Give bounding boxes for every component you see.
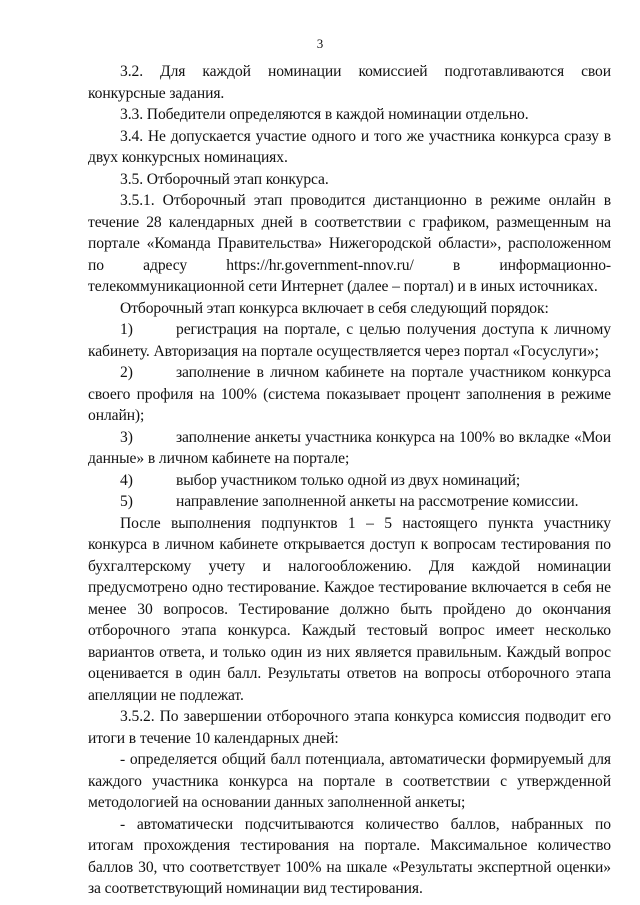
- list-item: [88, 362, 611, 427]
- list-item-number: 3): [120, 428, 133, 446]
- paragraph-3-4: 3.4. Не допускается участие одного и того же участника конкурса сразу в двух конкурсных номинациях.: [88, 127, 611, 166]
- paragraph-3-5-2: 3.5.2. По завершении отборочного этапа конкурса комиссия подводит его итоги в течение 10 календарных дней:: [88, 708, 611, 747]
- paragraph-test-score: - автоматически подсчитываются количество баллов, набранных по итогам прохождения тестирования на портале. Максимальное количество баллов 30, что соответствует 100% на шкале «Результаты экспертной оценки» за соответствующий номинации вид тестирования.: [88, 815, 611, 897]
- paragraph-potential-score: - определяется общий балл потенциала, автоматически формируемый для каждого участника конкурса на портале в соответствии с утвержденной методологией на основании данных заполненной анкеты;: [88, 751, 611, 811]
- list-item-text: регистрация на портале, с целью получения доступа к личному кабинету. Авторизация на портале осуществляется через портал «Госуслуги»;: [88, 321, 611, 360]
- paragraph-3-3: 3.3. Победители определяются в каждой номинации отдельно.: [120, 106, 529, 123]
- list-item-text: заполнение анкеты участника конкурса на 100% во вкладке «Мои данные» в личном кабинете на портале;: [88, 428, 611, 467]
- list-item-number: 1): [120, 321, 133, 338]
- list-item: [88, 427, 611, 470]
- paragraph-procedure-intro: Отборочный этап конкурса включает в себя следующий порядок:: [120, 299, 549, 317]
- list-item: [88, 470, 611, 492]
- list-item: [88, 491, 611, 513]
- list-item-number: 4): [120, 471, 133, 489]
- list-item-text: заполнение в личном кабинете на портале участником конкурса своего профиля на 100% (система показывает процент заполнения в режиме онлайн);: [88, 364, 611, 424]
- paragraph-testing: После выполнения подпунктов 1 – 5 настоящего пункта участнику конкурса в личном кабинете открывается доступ к вопросам тестирования по бухгалтерскому учету и налогообложению. Для каждой номинации предусмотрено одно тестирование. Каждое тестирование включается в себя не менее 30 вопросов. Тестирование должно быть пройдено до окончания отборочного этапа конкурса. Каждый тестовый вопрос имеет несколько вариантов ответа, и только один из них является правильным. Каждый вопрос оценивается в один балл. Результаты ответов на вопросы отборочного этапа апелляции не подлежат.: [88, 514, 611, 704]
- list-item-number: 2): [120, 364, 133, 381]
- document-body: [88, 61, 611, 900]
- page-number: 3: [316, 36, 324, 51]
- paragraph-3-2: 3.2. Для каждой номинации комиссией подготавливаются свои конкурсные задания.: [88, 63, 611, 102]
- list-item: [88, 319, 611, 362]
- paragraph-3-5-1: 3.5.1. Отборочный этап проводится дистанционно в режиме онлайн в течение 28 календарных дней в соответствии с графиком, размещенным на портале «Команда Правительства» Нижегородской области», расположенном по адресу https://hr.government-nnov.ru/ в информационно-телекоммуникационной сети Интернет (далее – портал) и в иных источниках.: [88, 192, 611, 295]
- paragraph-3-5: 3.5. Отборочный этап конкурса.: [120, 170, 329, 188]
- list-item-number: 5): [120, 493, 133, 510]
- list-item-text: направление заполненной анкеты на рассмотрение комиссии.: [176, 493, 579, 510]
- list-item-text: выбор участником только одной из двух номинаций;: [176, 471, 521, 489]
